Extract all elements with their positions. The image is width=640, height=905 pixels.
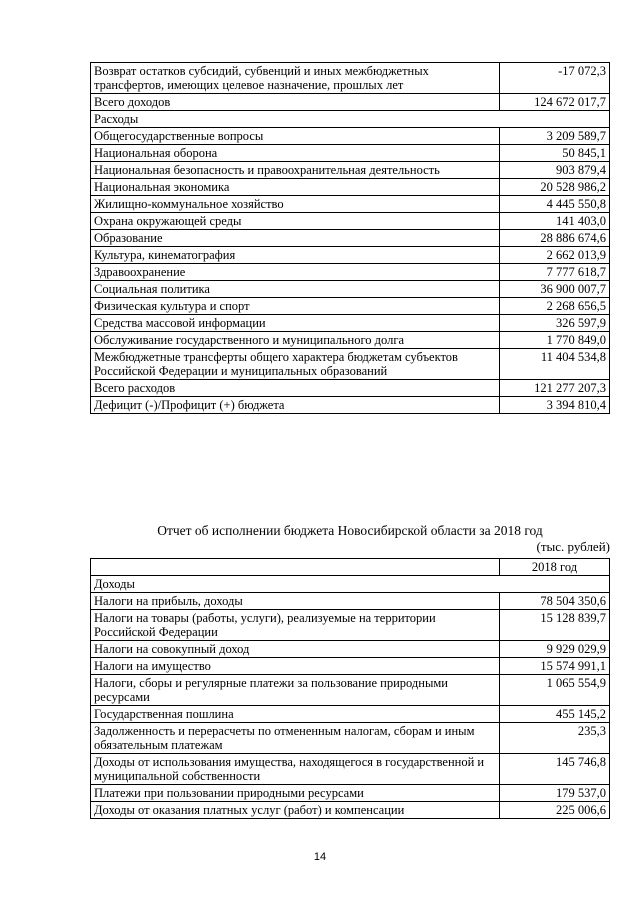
row-value: 28 886 674,6 bbox=[500, 230, 610, 247]
report-caption: Отчет об исполнении бюджета Новосибирской области за 2018 год bbox=[157, 523, 543, 538]
row-label: Общегосударственные вопросы bbox=[91, 128, 500, 145]
table-row bbox=[91, 706, 610, 723]
row-value: 145 746,8 bbox=[500, 754, 610, 785]
row-label: Физическая культура и спорт bbox=[91, 298, 500, 315]
row-value: 50 845,1 bbox=[500, 145, 610, 162]
row-label: Национальная оборона bbox=[91, 145, 500, 162]
table-row bbox=[91, 94, 610, 111]
header-blank-cell bbox=[91, 559, 500, 576]
budget-table-2018 bbox=[90, 558, 610, 819]
table-row bbox=[91, 349, 610, 380]
row-value: 1 065 554,9 bbox=[500, 675, 610, 706]
row-label: Жилищно-коммунальное хозяйство bbox=[91, 196, 500, 213]
row-value: 11 404 534,8 bbox=[500, 349, 610, 380]
table-row bbox=[91, 281, 610, 298]
section-heading: Доходы bbox=[91, 576, 610, 593]
row-value: 235,3 bbox=[500, 723, 610, 754]
table-row bbox=[91, 754, 610, 785]
table-row bbox=[91, 675, 610, 706]
row-value: 903 879,4 bbox=[500, 162, 610, 179]
row-label: Доходы от оказания платных услуг (работ) и компенсации bbox=[91, 802, 500, 819]
row-label: Налоги на прибыль, доходы bbox=[91, 593, 500, 610]
row-value: 124 672 017,7 bbox=[500, 94, 610, 111]
units-label: (тыс. рублей) bbox=[536, 539, 610, 554]
row-label: Средства массовой информации bbox=[91, 315, 500, 332]
row-value: 78 504 350,6 bbox=[500, 593, 610, 610]
table-row bbox=[91, 230, 610, 247]
row-value: 3 209 589,7 bbox=[500, 128, 610, 145]
row-label: Возврат остатков субсидий, субвенций и иных межбюджетных трансфертов, имеющих целевое назначение, прошлых лет bbox=[91, 63, 500, 94]
table-row bbox=[91, 179, 610, 196]
row-label: Национальная безопасность и правоохранительная деятельность bbox=[91, 162, 500, 179]
table-row bbox=[91, 264, 610, 281]
table-header-row bbox=[91, 559, 610, 576]
row-value: -17 072,3 bbox=[500, 63, 610, 94]
row-value: 141 403,0 bbox=[500, 213, 610, 230]
row-value: 15 574 991,1 bbox=[500, 658, 610, 675]
row-label: Государственная пошлина bbox=[91, 706, 500, 723]
page-number: 14 bbox=[313, 851, 327, 863]
row-label: Всего доходов bbox=[91, 94, 500, 111]
row-label: Задолженность и перерасчеты по отмененным налогам, сборам и иным обязательным платежам bbox=[91, 723, 500, 754]
year-header: 2018 год bbox=[500, 559, 610, 576]
row-label: Национальная экономика bbox=[91, 179, 500, 196]
row-label: Социальная политика bbox=[91, 281, 500, 298]
row-label: Налоги на товары (работы, услуги), реализуемые на территории Российской Федерации bbox=[91, 610, 500, 641]
budget-table-continued bbox=[90, 62, 610, 414]
row-label: Налоги на совокупный доход bbox=[91, 641, 500, 658]
row-label: Обслуживание государственного и муниципального долга bbox=[91, 332, 500, 349]
row-value: 225 006,6 bbox=[500, 802, 610, 819]
row-value: 20 528 986,2 bbox=[500, 179, 610, 196]
table-row bbox=[91, 162, 610, 179]
row-label: Охрана окружающей среды bbox=[91, 213, 500, 230]
table-row bbox=[91, 723, 610, 754]
row-label: Налоги на имущество bbox=[91, 658, 500, 675]
table-row bbox=[91, 610, 610, 641]
row-value: 3 394 810,4 bbox=[500, 397, 610, 414]
table-row bbox=[91, 380, 610, 397]
table-row bbox=[91, 111, 610, 128]
table-row bbox=[91, 145, 610, 162]
table-row bbox=[91, 247, 610, 264]
table-row bbox=[91, 802, 610, 819]
table-row bbox=[91, 332, 610, 349]
table-row bbox=[91, 196, 610, 213]
table-row bbox=[91, 213, 610, 230]
row-value: 2 662 013,9 bbox=[500, 247, 610, 264]
row-value: 121 277 207,3 bbox=[500, 380, 610, 397]
row-label: Межбюджетные трансферты общего характера бюджетам субъектов Российской Федерации и муниципальных образований bbox=[91, 349, 500, 380]
table-row bbox=[91, 128, 610, 145]
row-value: 15 128 839,7 bbox=[500, 610, 610, 641]
row-label: Образование bbox=[91, 230, 500, 247]
table-row bbox=[91, 298, 610, 315]
row-value: 179 537,0 bbox=[500, 785, 610, 802]
table-row bbox=[91, 785, 610, 802]
table-row bbox=[91, 641, 610, 658]
row-value: 455 145,2 bbox=[500, 706, 610, 723]
row-label: Всего расходов bbox=[91, 380, 500, 397]
section-heading: Расходы bbox=[91, 111, 610, 128]
row-value: 326 597,9 bbox=[500, 315, 610, 332]
row-label: Культура, кинематография bbox=[91, 247, 500, 264]
table-row bbox=[91, 397, 610, 414]
row-label: Дефицит (-)/Профицит (+) бюджета bbox=[91, 397, 500, 414]
table-row bbox=[91, 593, 610, 610]
row-label: Здравоохранение bbox=[91, 264, 500, 281]
row-label: Налоги, сборы и регулярные платежи за пользование природными ресурсами bbox=[91, 675, 500, 706]
row-label: Платежи при пользовании природными ресурсами bbox=[91, 785, 500, 802]
row-value: 2 268 656,5 bbox=[500, 298, 610, 315]
row-value: 9 929 029,9 bbox=[500, 641, 610, 658]
row-value: 36 900 007,7 bbox=[500, 281, 610, 298]
row-value: 4 445 550,8 bbox=[500, 196, 610, 213]
table-row bbox=[91, 63, 610, 94]
table-row bbox=[91, 315, 610, 332]
table-row bbox=[91, 576, 610, 593]
table-row bbox=[91, 658, 610, 675]
row-label: Доходы от использования имущества, находящегося в государственной и муниципальной собственности bbox=[91, 754, 500, 785]
row-value: 7 777 618,7 bbox=[500, 264, 610, 281]
row-value: 1 770 849,0 bbox=[500, 332, 610, 349]
